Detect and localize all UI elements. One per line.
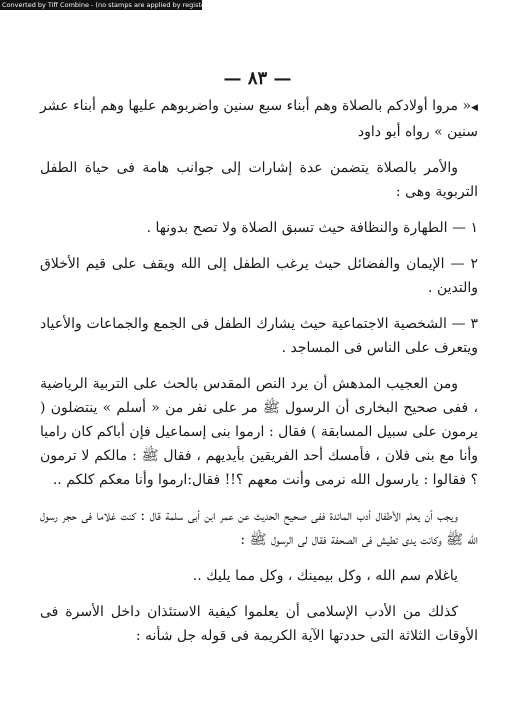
list-item: ٢ — الإيمان والفضائل حيث يرغب الطفل إلى الله ويقف على قيم الأخلاق والتدين . (40, 256, 478, 296)
list-item: ٣ — الشخصية الاجتماعية حيث يشارك الطفل فى الجمع والجماعات والأعياد ويتعرف على الناس فى المساجد . (40, 316, 478, 356)
page-body (40, 94, 478, 660)
list-item: ١ — الطهارة والنظافة حيث تسبق الصلاة ولا تصح بدونها . (146, 220, 478, 236)
paragraph: كذلك من الأدب الإسلامى أن يعلموا كيفية الاستئذان داخل الأسرة فى الأوقات الثلاثة التى حددتها الآية الكريمة فى قوله جل شأنه : (40, 604, 478, 644)
paragraph: والأمر بالصلاة يتضمن عدة إشارات إلى جوانب هامة فى حياة الطفل التربوية وهى : (40, 160, 478, 200)
hadith-quote: ياغلام سم الله ، وكل بيمينك ، وكل مما يليك .. (192, 568, 458, 584)
hadith-quote: ◀ « مروا أولادكم بالصلاة وهم أبناء سبع سنين واضربوهم عليها وهم أبناء عشر سنين » رواه أبو داود (40, 94, 478, 144)
page-number: — ٨٣ — (223, 68, 292, 89)
paragraph: ويجب أن يعلم الأطفال أدب المائدة ففى صحيح الحديث عن عمر ابن أبى سلمة قال : كنت غلاما فى حجر رسول الله ﷺ وكانت يدى تطيش فى الصحفة فقال لى الرسول ﷺ : (40, 508, 478, 548)
conversion-banner: Converted by Tiff Combine - (no stamps are applied by registered version) (2, 1, 245, 9)
paragraph: ومن العجيب المدهش أن يرد النص المقدس بالحث على التربية الرياضية ، ففى صحيح البخارى أن الرسول ﷺ مر على نفر من « أسلم » ينتضلون ( يرمون على سبيل المسابقة ) فقال : ارموا بنى إسماعيل فإن أباكم كان راميا وأنا مع بنى فلان ، فأمسك أحد الفريقين بأيديهم ، فقال ﷺ : مالكم لا ترمون ؟ فقالوا : يارسول الله نرمى وأنت معهم ؟!! فقال:ارموا وأنا معكم كلكم .. (40, 376, 478, 488)
